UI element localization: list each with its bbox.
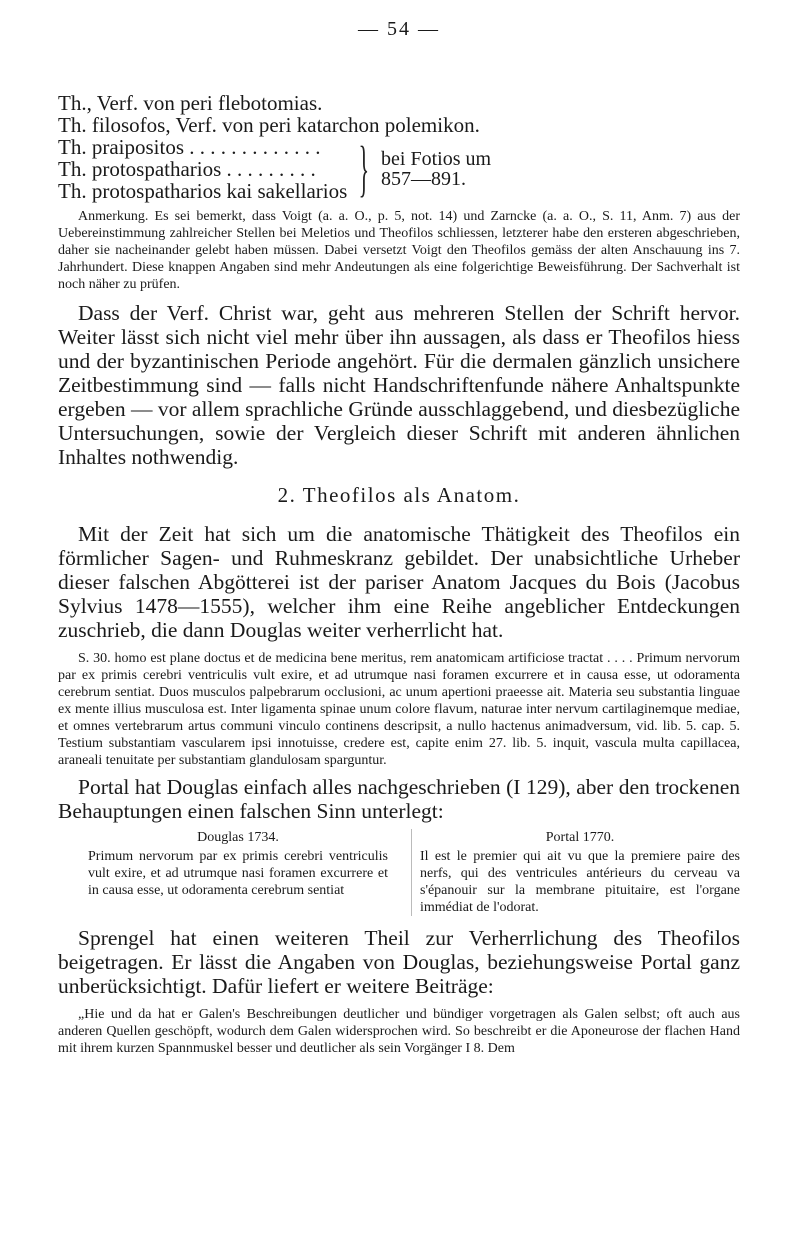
comparison-columns (58, 829, 740, 916)
brace-note-line-2: 857—891. (381, 168, 467, 190)
column-douglas-text: Primum nervorum par ex primis cerebri ventriculis vult exire, et ad utrumque nasi foramen excurrere et in causa esse, ut odoramenta cerebrum sentiat (88, 849, 388, 898)
works-group-line-2: Th. protospatharios . . . . . . . . . (58, 157, 316, 181)
column-douglas-title: Douglas 1734. (197, 830, 279, 845)
column-portal (411, 829, 740, 916)
brace-note (379, 149, 491, 189)
works-group (58, 136, 740, 202)
column-portal-text: Il est le premier qui ait vu que la premiere paire des nerfs, qui des ventricules antérieurs du cerveau va s'épanouir sur la membrane pituitaire, est l'organe immédiat de l'odorat. (420, 849, 740, 915)
footnote-anmerkung: Anmerkung. Es sei bemerkt, dass Voigt (a. a. O., p. 5, not. 14) und Zarncke (a. a. O., S. 11, Anm. 7) aus der Uebereinstimmung zahlreicher Stellen bei Meletios und Theofilos schliessen, letzterer habe den ersteren abgeschrieben, daher sie nacheinander gelebt haben müssen. Dabei versetzt Voigt den Theofilos gemäss der alten Anschauung ins 7. Jahrhundert. Diese knappen Angaben sind mehr Andeutungen als eine folgerichtige Beweisführung. Der Sachverhalt ist noch näher zu prüfen. (58, 209, 740, 292)
works-group-line-1: Th. praipositos . . . . . . . . . . . . . (58, 135, 321, 159)
section-title: 2. Theofilos als Anatom. (277, 483, 521, 507)
column-portal-title: Portal 1770. (545, 830, 615, 845)
page-number: — 54 — (358, 18, 440, 40)
column-douglas (88, 829, 388, 916)
works-line-2: Th. filosofos, Verf. von peri katarchon polemikon. (58, 113, 480, 137)
paragraph-3: Portal hat Douglas einfach alles nachgeschrieben (I 129), aber den trockenen Behauptungen einen falschen Sinn unterlegt: (58, 775, 740, 823)
sprengel-quote: „Hie und da hat er Galen's Beschreibungen deutlicher und bündiger vorgetragen als Galen selbst; oft auch aus anderen Quellen geschöpft, wodurch dem Galen widersprochen wird. So beschreibt er die Aponeurose der flachen Hand mit ihrem kurzen Spannmuskel besser und deutlicher als sein Vorgänger I 8. Dem (58, 1007, 740, 1056)
works-list (58, 92, 740, 202)
paragraph-4: Sprengel hat einen weiteren Theil zur Verherrlichung des Theofilos beigetragen. Er lässt die Angaben von Douglas, beziehungsweise Portal ganz unberücksichtigt. Dafür liefert er weitere Beiträge: (58, 926, 740, 998)
book-page (58, 0, 740, 1057)
paragraph-1: Dass der Verf. Christ war, geht aus mehreren Stellen der Schrift hervor. Weiter lässt sich nicht viel mehr über ihn aussagen, als dass er Theofilos hiess und der byzantinischen Periode angehört. Für die dermalen gänzlich unsichere Zeitbestimmung sind — falls nicht Handschriftenfunde nähere Anhaltspunkte ergeben — vor allem sprachliche Gründe ausschlaggebend, und diesbezügliche Untersuchungen, sowie der Vergleich dieser Schrift mit anderen ähnlichen Inhaltes nothwendig. (58, 301, 740, 469)
paragraph-2: Mit der Zeit hat sich um die anatomische Thätigkeit des Theofilos ein förmlicher Sagen- und Ruhmeskranz gebildet. Der unabsichtliche Urheber dieser falschen Abgötterei ist der pariser Anatom Jacques du Bois (Jacobus Sylvius 1478—1555), welcher ihm eine Reihe angeblicher Entdeckungen zuschrieb, die dann Douglas weiter verherrlicht hat. (58, 522, 740, 642)
brace-symbol: } (358, 135, 370, 203)
latin-quote: S. 30. homo est plane doctus et de medicina bene meritus, rem anatomicam artificiose tractat . . . . Primum nervorum par ex primis cerebri ventriculis vult exire, et ad utrumque nasi foramen excurrere et in causa esse, ut odoramenta cerebrum sentiat. Duos musculos palpebrarum occlusioni, ac unum apertioni praeesse ait. Materia seu substantia linguae ex mente illius musculosa est. Inter ligamenta spinae unum colore flavum, naturae inter nervum cartilaginemque mediae, et omnes vertebrarum artus communi vinculo continens descripsit, a nullo hactenus animadversum, vid. lib. 5. cap. 5. Testium substantiam vascularem ipsi innotuisse, credere est, capite enim 27. lib. 5. inquit, vascula multa capillacea, araneali tenuitate per substantiam glandulosam sparguntur. (58, 651, 740, 768)
works-line-1: Th., Verf. von peri flebotomias. (58, 91, 323, 115)
works-group-lines (58, 136, 347, 202)
works-group-line-3: Th. protospatharios kai sakellarios (58, 179, 348, 203)
brace-note-line-1: bei Fotios um (381, 148, 492, 170)
